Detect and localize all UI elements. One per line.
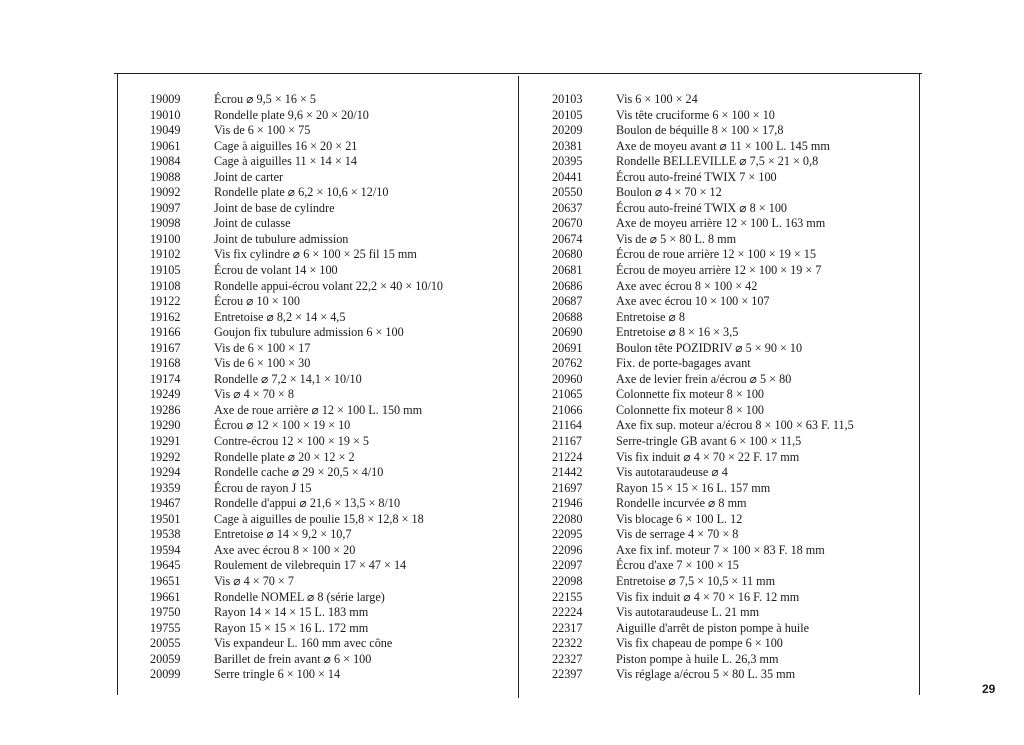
part-row — [552, 108, 912, 124]
part-description: Entretoise ⌀ 8,2 × 14 × 4,5 — [214, 309, 346, 324]
part-code: 20680 — [552, 247, 583, 262]
part-code: 19291 — [150, 434, 181, 449]
part-code: 22327 — [552, 651, 583, 666]
part-description: Vis ⌀ 4 × 70 × 8 — [214, 387, 294, 402]
part-row — [552, 434, 912, 450]
part-code: 20681 — [552, 263, 583, 278]
part-description: Serre-tringle GB avant 6 × 100 × 11,5 — [616, 434, 802, 449]
part-row — [552, 263, 912, 279]
part-code: 19750 — [150, 605, 181, 620]
part-description: Cage à aiguilles 16 × 20 × 21 — [214, 138, 358, 153]
part-description: Rondelle NOMEL ⌀ 8 (série large) — [214, 589, 385, 604]
part-row — [552, 185, 912, 201]
part-code: 19061 — [150, 138, 181, 153]
center-rule — [518, 76, 519, 698]
part-description: Vis fix induit ⌀ 4 × 70 × 16 F. 12 mm — [616, 589, 800, 604]
part-row — [150, 543, 510, 559]
part-row — [552, 294, 912, 310]
part-row — [150, 590, 510, 606]
part-row — [150, 216, 510, 232]
part-code: 19359 — [150, 480, 181, 495]
part-description: Vis de 6 × 100 × 17 — [214, 340, 311, 355]
part-row — [552, 123, 912, 139]
part-code: 19645 — [150, 558, 181, 573]
part-row — [552, 279, 912, 295]
part-description: Axe fix sup. moteur a/écrou 8 × 100 × 63 F. 11,5 — [616, 418, 854, 433]
part-row — [150, 108, 510, 124]
part-row — [150, 481, 510, 497]
part-row — [150, 387, 510, 403]
part-description: Écrou d'axe 7 × 100 × 15 — [616, 558, 739, 573]
part-row — [150, 92, 510, 108]
part-row — [552, 574, 912, 590]
part-code: 22095 — [552, 527, 583, 542]
part-row — [552, 92, 912, 108]
part-row — [150, 418, 510, 434]
part-code: 20691 — [552, 340, 583, 355]
left-parts-column — [150, 92, 510, 683]
part-row — [552, 667, 912, 683]
part-code: 19100 — [150, 231, 181, 246]
part-description: Cage à aiguilles de poulie 15,8 × 12,8 × 18 — [214, 511, 424, 526]
part-row — [552, 450, 912, 466]
part-description: Rondelle cache ⌀ 29 × 20,5 × 4/10 — [214, 465, 384, 480]
part-description: Entretoise ⌀ 7,5 × 10,5 × 11 mm — [616, 573, 776, 588]
part-description: Rondelle d'appui ⌀ 21,6 × 13,5 × 8/10 — [214, 496, 401, 511]
part-row — [552, 310, 912, 326]
part-description: Rondelle ⌀ 7,2 × 14,1 × 10/10 — [214, 371, 362, 386]
part-description: Entretoise ⌀ 8 — [616, 309, 685, 324]
part-description: Contre-écrou 12 × 100 × 19 × 5 — [214, 434, 369, 449]
part-description: Goujon fix tubulure admission 6 × 100 — [214, 325, 404, 340]
part-description: Axe de roue arrière ⌀ 12 × 100 L. 150 mm — [214, 402, 423, 417]
part-description: Fix. de porte-bagages avant — [616, 356, 751, 371]
part-description: Colonnette fix moteur 8 × 100 — [616, 402, 765, 417]
right-parts-column — [552, 92, 912, 683]
part-row — [552, 543, 912, 559]
part-description: Joint de carter — [214, 169, 284, 184]
part-row — [552, 558, 912, 574]
part-row — [552, 341, 912, 357]
part-code: 19538 — [150, 527, 181, 542]
part-description: Écrou auto-freiné TWIX 7 × 100 — [616, 169, 777, 184]
part-code: 22317 — [552, 620, 583, 635]
part-description: Écrou auto-freiné TWIX ⌀ 8 × 100 — [616, 200, 788, 215]
part-code: 19166 — [150, 325, 181, 340]
part-description: Axe avec écrou 10 × 100 × 107 — [616, 294, 770, 309]
part-code: 19162 — [150, 309, 181, 324]
part-row — [552, 465, 912, 481]
part-row — [150, 652, 510, 668]
part-description: Vis fix chapeau de pompe 6 × 100 — [616, 636, 783, 651]
part-row — [552, 527, 912, 543]
part-code: 19167 — [150, 340, 181, 355]
part-description: Joint de culasse — [214, 216, 291, 231]
part-description: Vis de ⌀ 5 × 80 L. 8 mm — [616, 231, 737, 246]
part-code: 22155 — [552, 589, 583, 604]
part-code: 19290 — [150, 418, 181, 433]
part-code: 20637 — [552, 200, 583, 215]
part-row — [552, 387, 912, 403]
part-code: 22097 — [552, 558, 583, 573]
part-row — [552, 154, 912, 170]
part-code: 20395 — [552, 154, 583, 169]
part-row — [552, 652, 912, 668]
part-description: Boulon tête POZIDRIV ⌀ 5 × 90 × 10 — [616, 340, 803, 355]
part-row — [150, 496, 510, 512]
part-description: Aiguille d'arrêt de piston pompe à huile — [616, 620, 810, 635]
part-row — [150, 667, 510, 683]
part-row — [150, 201, 510, 217]
part-code: 19010 — [150, 107, 181, 122]
part-row — [552, 216, 912, 232]
part-row — [150, 527, 510, 543]
part-row — [150, 123, 510, 139]
part-description: Rondelle plate 9,6 × 20 × 20/10 — [214, 107, 369, 122]
part-row — [150, 325, 510, 341]
part-row — [150, 139, 510, 155]
part-description: Écrou ⌀ 12 × 100 × 19 × 10 — [214, 418, 351, 433]
part-code: 19651 — [150, 573, 181, 588]
part-row — [552, 418, 912, 434]
part-code: 19467 — [150, 496, 181, 511]
part-description: Vis ⌀ 4 × 70 × 7 — [214, 573, 294, 588]
part-code: 20441 — [552, 169, 583, 184]
part-description: Vis de serrage 4 × 70 × 8 — [616, 527, 739, 542]
part-row — [552, 512, 912, 528]
part-description: Axe avec écrou 8 × 100 × 20 — [214, 542, 356, 557]
part-row — [150, 636, 510, 652]
part-description: Colonnette fix moteur 8 × 100 — [616, 387, 765, 402]
part-code: 20381 — [552, 138, 583, 153]
part-code: 19102 — [150, 247, 181, 262]
part-description: Vis fix induit ⌀ 4 × 70 × 22 F. 17 mm — [616, 449, 800, 464]
part-code: 20209 — [552, 123, 583, 138]
part-row — [552, 139, 912, 155]
part-row — [552, 481, 912, 497]
part-code: 19105 — [150, 263, 181, 278]
part-description: Vis autotaraudeuse L. 21 mm — [616, 605, 760, 620]
part-description: Barillet de frein avant ⌀ 6 × 100 — [214, 651, 372, 666]
part-row — [150, 232, 510, 248]
part-code: 20670 — [552, 216, 583, 231]
part-code: 19009 — [150, 92, 181, 106]
part-code: 19108 — [150, 278, 181, 293]
part-code: 19501 — [150, 511, 181, 526]
part-code: 19097 — [150, 200, 181, 215]
part-description: Joint de base de cylindre — [214, 200, 335, 215]
part-code: 20550 — [552, 185, 583, 200]
part-row — [150, 341, 510, 357]
part-code: 21167 — [552, 434, 583, 449]
part-code: 20960 — [552, 371, 583, 386]
part-description: Vis de 6 × 100 × 30 — [214, 356, 311, 371]
part-row — [150, 247, 510, 263]
part-description: Écrou ⌀ 9,5 × 16 × 5 — [214, 92, 316, 106]
part-description: Serre tringle 6 × 100 × 14 — [214, 667, 341, 682]
part-description: Vis autotaraudeuse ⌀ 4 — [616, 465, 728, 480]
part-code: 20690 — [552, 325, 583, 340]
part-description: Joint de tubulure admission — [214, 231, 349, 246]
part-row — [150, 403, 510, 419]
part-description: Écrou de moyeu arrière 12 × 100 × 19 × 7 — [616, 263, 822, 278]
part-row — [150, 605, 510, 621]
part-row — [150, 310, 510, 326]
part-code: 21066 — [552, 402, 583, 417]
part-description: Axe de moyeu arrière 12 × 100 L. 163 mm — [616, 216, 826, 231]
part-row — [552, 605, 912, 621]
part-row — [150, 434, 510, 450]
part-description: Piston pompe à huile L. 26,3 mm — [616, 651, 779, 666]
part-code: 19088 — [150, 169, 181, 184]
part-row — [552, 201, 912, 217]
part-row — [552, 403, 912, 419]
part-description: Vis blocage 6 × 100 L. 12 — [616, 511, 743, 526]
part-description: Axe de levier frein a/écrou ⌀ 5 × 80 — [616, 371, 792, 386]
part-description: Vis de 6 × 100 × 75 — [214, 123, 311, 138]
part-row — [150, 558, 510, 574]
part-row — [552, 170, 912, 186]
part-description: Rondelle plate ⌀ 6,2 × 10,6 × 12/10 — [214, 185, 389, 200]
part-description: Boulon de béquille 8 × 100 × 17,8 — [616, 123, 784, 138]
part-row — [552, 621, 912, 637]
part-row — [150, 574, 510, 590]
part-code: 21442 — [552, 465, 583, 480]
part-row — [552, 247, 912, 263]
part-code: 20674 — [552, 231, 583, 246]
part-description: Écrou de rayon J 15 — [214, 480, 312, 495]
right-rule — [919, 73, 920, 695]
part-description: Boulon ⌀ 4 × 70 × 12 — [616, 185, 722, 200]
part-description: Écrou de roue arrière 12 × 100 × 19 × 15 — [616, 247, 816, 262]
part-code: 20687 — [552, 294, 583, 309]
part-description: Axe avec écrou 8 × 100 × 42 — [616, 278, 758, 293]
part-description: Roulement de vilebrequin 17 × 47 × 14 — [214, 558, 407, 573]
part-description: Entretoise ⌀ 14 × 9,2 × 10,7 — [214, 527, 352, 542]
part-code: 22224 — [552, 605, 583, 620]
part-description: Rayon 15 × 15 × 16 L. 172 mm — [214, 620, 369, 635]
part-code: 22397 — [552, 667, 583, 682]
part-code: 21065 — [552, 387, 583, 402]
part-code: 19122 — [150, 294, 181, 309]
part-row — [552, 232, 912, 248]
part-code: 19249 — [150, 387, 181, 402]
part-row — [552, 356, 912, 372]
part-row — [150, 279, 510, 295]
part-row — [552, 496, 912, 512]
part-code: 20688 — [552, 309, 583, 324]
part-row — [150, 170, 510, 186]
part-code: 20099 — [150, 667, 181, 682]
part-row — [552, 325, 912, 341]
part-code: 20105 — [552, 107, 583, 122]
part-code: 21164 — [552, 418, 583, 433]
part-code: 19092 — [150, 185, 181, 200]
part-code: 22098 — [552, 573, 583, 588]
part-description: Rondelle plate ⌀ 20 × 12 × 2 — [214, 449, 355, 464]
part-row — [150, 372, 510, 388]
part-row — [552, 590, 912, 606]
part-row — [150, 512, 510, 528]
part-description: Vis expandeur L. 160 mm avec cône — [214, 636, 393, 651]
part-description: Axe fix inf. moteur 7 × 100 × 83 F. 18 mm — [616, 542, 825, 557]
part-description: Vis fix cylindre ⌀ 6 × 100 × 25 fil 15 mm — [214, 247, 417, 262]
part-row — [150, 294, 510, 310]
part-code: 19661 — [150, 589, 181, 604]
part-code: 19098 — [150, 216, 181, 231]
part-code: 20055 — [150, 636, 181, 651]
part-row — [150, 450, 510, 466]
part-code: 19594 — [150, 542, 181, 557]
part-row — [150, 185, 510, 201]
top-rule — [114, 73, 922, 74]
part-description: Vis 6 × 100 × 24 — [616, 92, 698, 106]
part-description: Rondelle BELLEVILLE ⌀ 7,5 × 21 × 0,8 — [616, 154, 819, 169]
part-code: 21697 — [552, 480, 583, 495]
part-code: 19084 — [150, 154, 181, 169]
part-description: Cage à aiguilles 11 × 14 × 14 — [214, 154, 357, 169]
part-code: 20762 — [552, 356, 583, 371]
part-description: Rondelle incurvée ⌀ 8 mm — [616, 496, 747, 511]
part-row — [150, 621, 510, 637]
part-row — [552, 636, 912, 652]
left-rule — [117, 73, 118, 695]
page-number: 29 — [982, 682, 996, 696]
part-code: 19292 — [150, 449, 181, 464]
part-row — [150, 263, 510, 279]
part-description: Écrou de volant 14 × 100 — [214, 263, 338, 278]
part-description: Entretoise ⌀ 8 × 16 × 3,5 — [616, 325, 739, 340]
part-code: 19755 — [150, 620, 181, 635]
part-code: 20103 — [552, 92, 583, 106]
part-code: 21946 — [552, 496, 583, 511]
part-row — [150, 154, 510, 170]
part-code: 22096 — [552, 542, 583, 557]
part-description: Vis réglage a/écrou 5 × 80 L. 35 mm — [616, 667, 796, 682]
part-description: Axe de moyeu avant ⌀ 11 × 100 L. 145 mm — [616, 138, 830, 153]
part-code: 20059 — [150, 651, 181, 666]
part-description: Rayon 15 × 15 × 16 L. 157 mm — [616, 480, 771, 495]
part-code: 19174 — [150, 371, 181, 386]
part-description: Rayon 14 × 14 × 15 L. 183 mm — [214, 605, 369, 620]
part-code: 21224 — [552, 449, 583, 464]
part-code: 22322 — [552, 636, 583, 651]
part-description: Vis tête cruciforme 6 × 100 × 10 — [616, 107, 775, 122]
part-description: Rondelle appui-écrou volant 22,2 × 40 × 10/10 — [214, 278, 444, 293]
part-code: 19049 — [150, 123, 181, 138]
part-description: Écrou ⌀ 10 × 100 — [214, 294, 300, 309]
part-code: 19286 — [150, 402, 181, 417]
part-row — [150, 356, 510, 372]
part-row — [552, 372, 912, 388]
part-row — [150, 465, 510, 481]
part-code: 19294 — [150, 465, 181, 480]
part-code: 22080 — [552, 511, 583, 526]
part-code: 20686 — [552, 278, 583, 293]
part-code: 19168 — [150, 356, 181, 371]
